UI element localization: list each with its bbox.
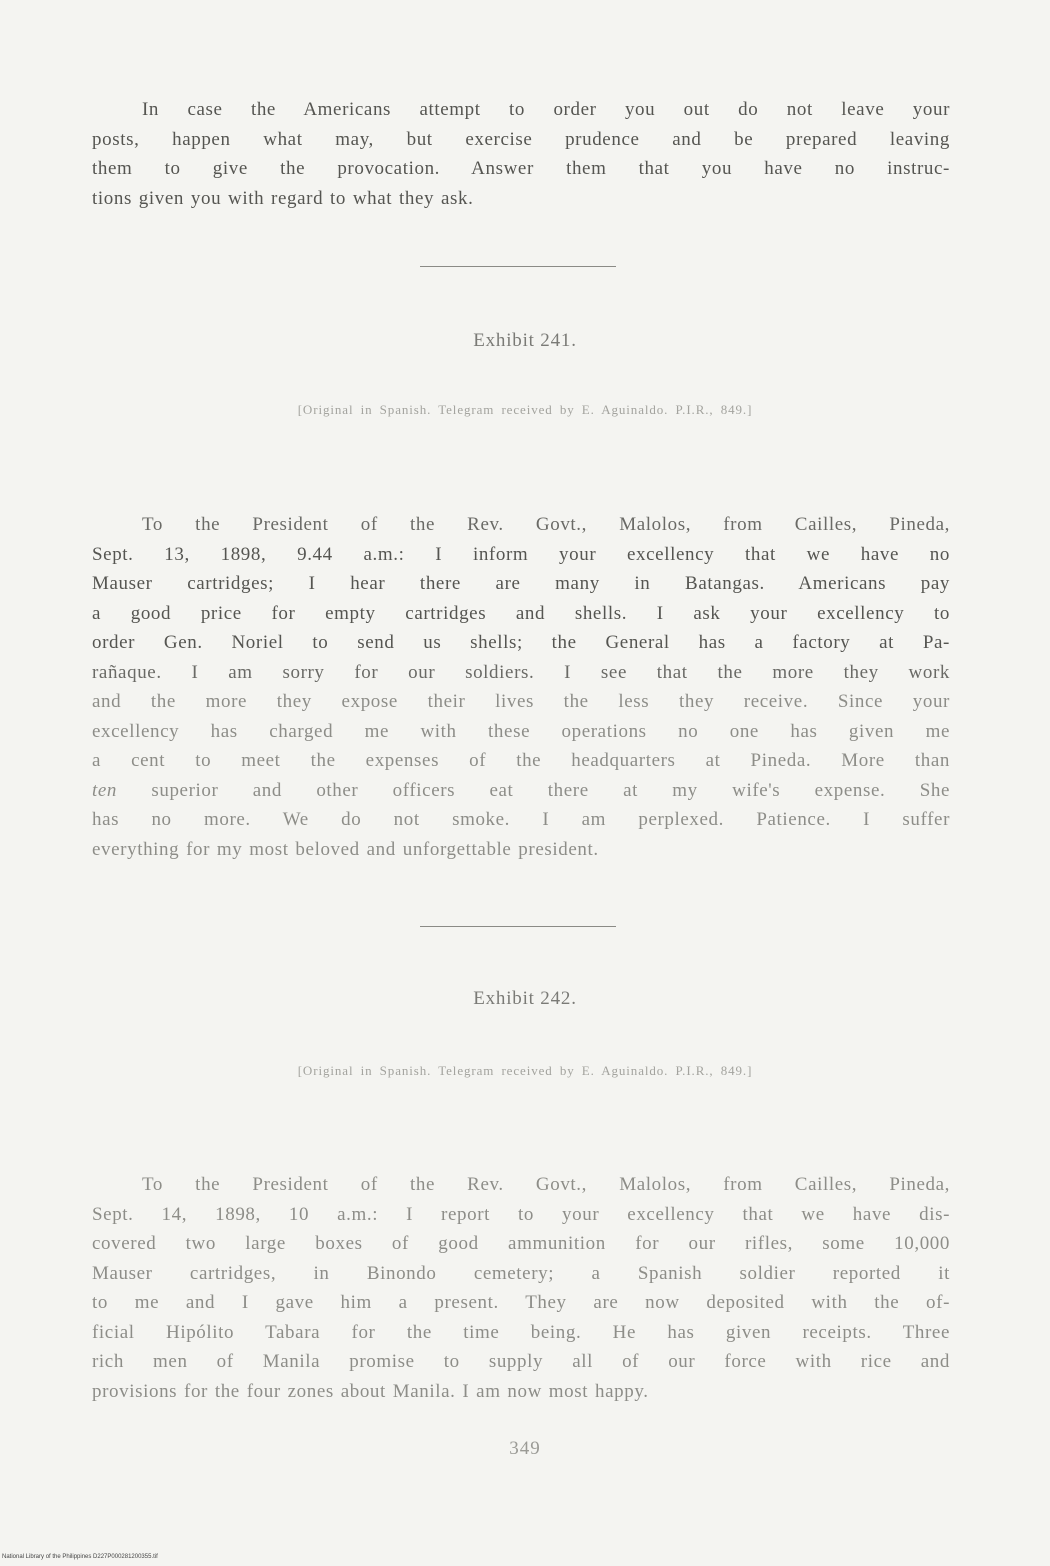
paragraph-line: posts, happen what may, but exercise prudence and be prepared leaving (92, 128, 950, 150)
exhibit-241-body (92, 510, 950, 864)
paragraph-line: rich men of Manila promise to supply all of our force with rice and (92, 1351, 950, 1372)
paragraph-line: and the more they expose their lives the less they receive. Since your (92, 691, 950, 712)
paragraph-line: tions given you with regard to what they ask. (92, 187, 474, 209)
paragraph-line: Mauser cartridges; I hear there are many in Batangas. Americans pay (92, 573, 950, 594)
paragraph-line: To the President of the Rev. Govt., Malolos, from Cailles, Pineda, (142, 514, 950, 535)
paragraph-line: them to give the provocation. Answer them that you have no instruc- (92, 158, 950, 179)
paragraph-line: has no more. We do not smoke. I am perplexed. Patience. I suffer (92, 809, 950, 830)
paragraph-line: to me and I gave him a present. They are now deposited with the of- (92, 1292, 950, 1313)
paragraph-line: a cent to meet the expenses of the headquarters at Pineda. More than (92, 750, 950, 771)
exhibit-242-source-note: [Original in Spanish. Telegram received by E. Aguinaldo. P.I.R., 849.] (297, 1063, 753, 1078)
paragraph-line: covered two large boxes of good ammunition for our rifles, some 10,000 (92, 1233, 950, 1254)
paragraph-line: rañaque. I am sorry for our soldiers. I see that the more they work (92, 661, 950, 683)
paragraph-line: a good price for empty cartridges and shells. I ask your excellency to (92, 602, 950, 624)
paragraph-line: everything for my most beloved and unforgettable president. (92, 838, 599, 860)
exhibit-241-heading: Exhibit 241. (473, 330, 577, 351)
exhibit-242-body (92, 1170, 950, 1406)
paragraph-line: Sept. 13, 1898, 9.44 a.m.: I inform your excellency that we have no (92, 543, 950, 565)
paragraph-line: excellency has charged me with these operations no one has given me (92, 720, 950, 742)
paragraph-line: order Gen. Noriel to send us shells; the General has a factory at Pa- (92, 632, 950, 653)
exhibit-242-heading: Exhibit 242. (473, 988, 577, 1009)
paragraph-line: Mauser cartridges, in Binondo cemetery; a Spanish soldier reported it (92, 1262, 950, 1284)
page-number: 349 (509, 1438, 541, 1459)
paragraph-line: To the President of the Rev. Govt., Malolos, from Cailles, Pineda, (142, 1174, 950, 1195)
paragraph-line-with-italic (92, 776, 950, 806)
exhibit-241-source-note: [Original in Spanish. Telegram received by E. Aguinaldo. P.I.R., 849.] (297, 402, 753, 417)
section-divider (420, 266, 616, 267)
scan-footer: National Library of the Philippines D227P000281200355.tif (2, 1554, 158, 1560)
paragraph-line: In case the Americans attempt to order you out do not leave your (142, 99, 950, 120)
italic-word: ten (92, 779, 118, 801)
top-paragraph (92, 95, 950, 213)
paragraph-line-rest: superior and other officers eat there at my wife's expense. She (151, 779, 950, 801)
paragraph-line: Sept. 14, 1898, 10 a.m.: I report to your excellency that we have dis- (92, 1203, 950, 1225)
section-divider (420, 926, 616, 927)
paragraph-line: ficial Hipólito Tabara for the time being. He has given receipts. Three (92, 1321, 950, 1343)
paragraph-line: provisions for the four zones about Manila. I am now most happy. (92, 1380, 649, 1402)
